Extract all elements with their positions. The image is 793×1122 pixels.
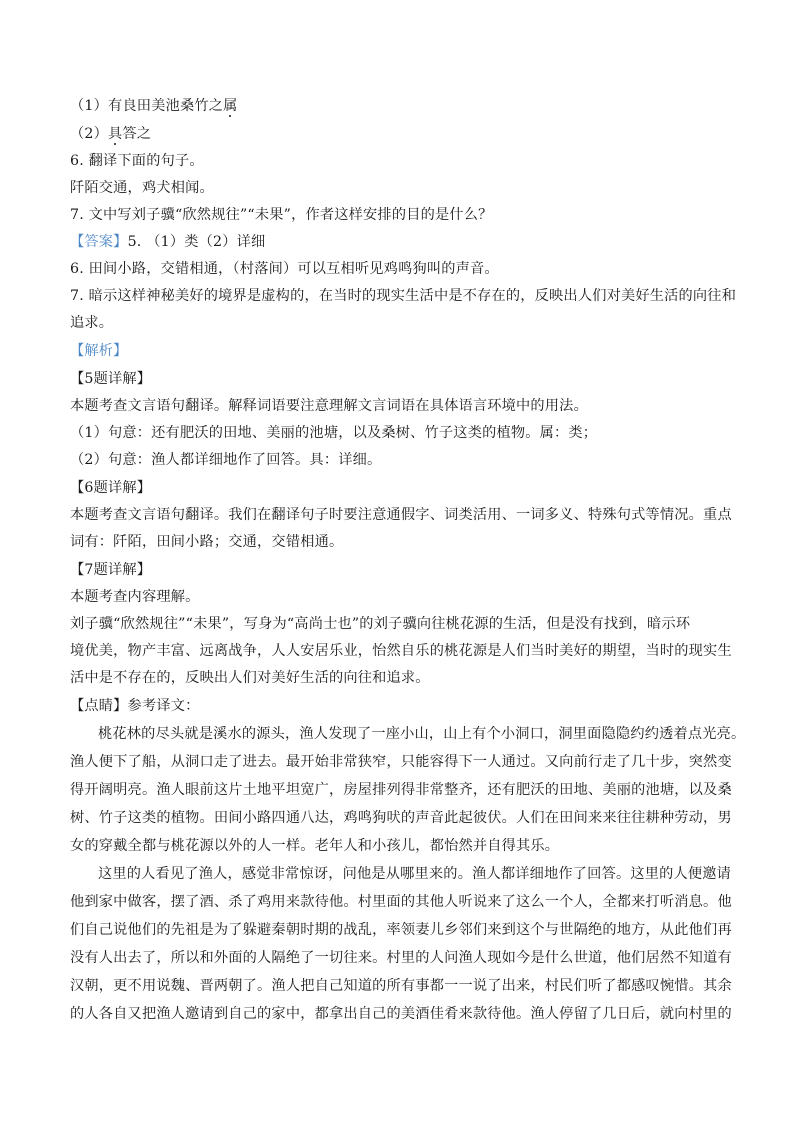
translation-para-1-line: 得开阔明亮。渔人眼前这片土地平坦宽广，房屋排列得非常整齐，还有肥沃的田地、美丽的池塘，以及桑 <box>70 782 732 798</box>
q5-analysis-line-2: （1）句意：还有肥沃的田地、美丽的池塘，以及桑树、竹子这类的植物。属：类； <box>70 425 598 441</box>
translation-para-1-line: 渔人便下了船，从洞口走了进去。最开始非常狭窄，只能容得下一人通过。又向前行走了几十步，突然变 <box>70 754 732 770</box>
answer-7-line-2: 追求。 <box>70 315 114 331</box>
q5-item-2-suffix: 答之 <box>122 126 152 142</box>
notes-heading: 【点睛】参考译文： <box>70 698 200 714</box>
q6-sentence: 阡陌交通，鸡犬相闻。 <box>70 180 214 196</box>
emphasis-char: 具 <box>108 126 123 142</box>
q6-prompt: 6. 翻译下面的句子。 <box>70 153 204 169</box>
answer-label: 【答案】 <box>70 234 128 250</box>
answer-line-5 <box>70 232 730 252</box>
translation-para-1-line: 树、竹子这类的植物。田间小路四通八达，鸡鸣狗吠的声音此起彼伏。人们在田间来来往往耕种劳动，男 <box>70 810 732 826</box>
translation-para-2-line: 他到家中做客，摆了酒、杀了鸡用来款待他。村里面的其他人听说来了这么一个人，全都来打听消息。他 <box>70 894 732 910</box>
q7-analysis-line-2: 刘子骥“欣然规往”“未果”，写身为“高尚士也”的刘子骥向往桃花源的生活，但是没有找到，暗示环 <box>70 616 691 632</box>
q5-item-2-prefix: （2） <box>70 126 109 142</box>
translation-para-1-line: 女的穿戴全都与桃花源以外的人一样。老年人和小孩儿，都怡然并自得其乐。 <box>70 838 560 854</box>
q6-analysis-line-1: 本题考查文言语句翻译。我们在翻译句子时要注意通假字、词类活用、一词多义、特殊句式等情况。重点 <box>70 507 732 523</box>
translation-para-2-line: 的人各自又把渔人邀请到自己的家中，都拿出自己的美酒佳肴来款待他。渔人停留了几日后，就向村里的 <box>70 1006 732 1022</box>
q7-analysis-line-1: 本题考查内容理解。 <box>70 589 200 605</box>
q7-analysis-line-4: 活中是不存在的，反映出人们对美好生活的向往和追求。 <box>70 670 430 686</box>
q5-analysis-line-1: 本题考查文言语句翻译。解释词语要注意理解文言词语在具体语言环境中的用法。 <box>70 398 588 414</box>
q6-analysis-heading: 【6题详解】 <box>70 480 152 496</box>
translation-para-2-line: 汉朝，更不用说魏、晋两朝了。渔人把自己知道的所有事都一一说了出来，村民们听了都感叹惋惜。其余 <box>70 978 732 994</box>
answer-7-line-1: 7. 暗示这样神秘美好的境界是虚构的，在当时的现实生活中是不存在的，反映出人们对美好生活的向往和 <box>70 288 737 304</box>
translation-para-1-line: 桃花林的尽头就是溪水的源头，渔人发现了一座小山，山上有个小洞口，洞里面隐隐约约透着点光亮。 <box>98 726 746 742</box>
analysis-label: 【解析】 <box>70 343 128 359</box>
translation-para-2-line: 这里的人看见了渔人，感觉非常惊讶，问他是从哪里来的。渔人都详细地作了回答。这里的人便邀请 <box>98 866 732 882</box>
q5-analysis-line-3: （2）句意：渔人都详细地作了回答。具：详细。 <box>70 452 382 468</box>
emphasis-char: 属 <box>223 98 238 114</box>
answer-5: 5. （1）类（2）详细 <box>127 234 266 250</box>
q5-item-1-text: （1）有良田美池桑竹之 <box>70 98 224 114</box>
q5-analysis-heading: 【5题详解】 <box>70 371 152 387</box>
q5-item-1 <box>70 96 730 116</box>
q7-analysis-line-3: 境优美，物产丰富、远离战争，人人安居乐业，怡然自乐的桃花源是人们当时美好的期望，当时的现实生 <box>70 643 732 659</box>
translation-para-2-line: 没有人出去了，所以和外面的人隔绝了一切往来。村里的人问渔人现如今是什么世道，他们居然不知道有 <box>70 950 732 966</box>
translation-para-2-line: 们自己说他们的先祖是为了躲避秦朝时期的战乱，率领妻儿乡邻们来到这个与世隔绝的地方，从此他们再 <box>70 922 732 938</box>
q7-analysis-heading: 【7题详解】 <box>70 562 152 578</box>
q6-analysis-line-2: 词有：阡陌，田间小路；交通，交错相通。 <box>70 534 344 550</box>
answer-6: 6. 田间小路，交错相通，（村落间）可以互相听见鸡鸣狗叫的声音。 <box>70 261 499 277</box>
q5-item-2 <box>70 124 730 144</box>
q7-prompt: 7. 文中写刘子骥“欣然规往”“未果”，作者这样安排的目的是什么？ <box>70 207 493 223</box>
